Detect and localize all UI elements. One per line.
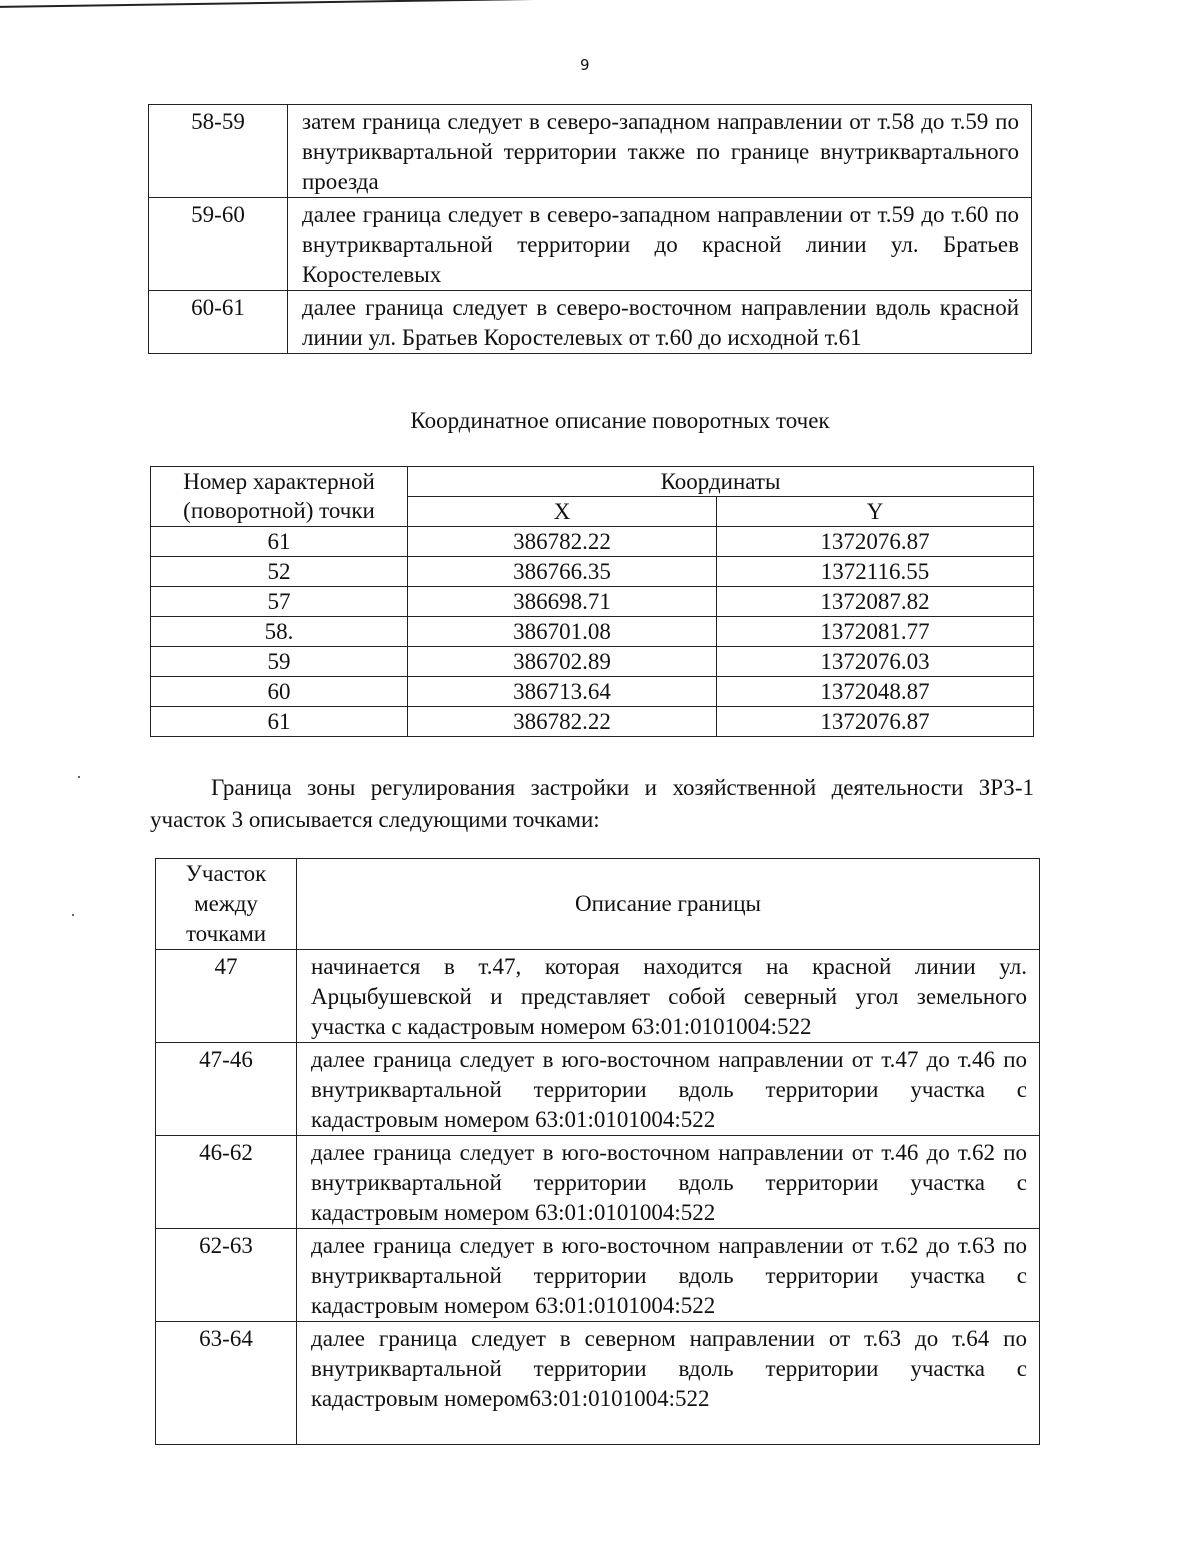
description-cell: далее граница следует в юго-восточном направлении от т.46 до т.62 по внутриквартальной территории вдоль территории участка с кадастровым номером 63:01:0101004:522 (297, 1136, 1040, 1229)
table-row (156, 1136, 1040, 1229)
table-row (149, 291, 1032, 354)
point-cell: 59 (151, 647, 408, 677)
description-cell: далее граница следует в юго-восточном направлении от т.62 до т.63 по внутриквартальной территории вдоль территории участка с кадастровым номером 63:01:0101004:522 (297, 1229, 1040, 1322)
point-cell: 58. (151, 617, 408, 647)
segment-cell: 62-63 (156, 1229, 297, 1322)
table-row (149, 105, 1032, 198)
table-header-row (151, 467, 1034, 497)
segment-cell: 47-46 (156, 1043, 297, 1136)
point-cell: 57 (151, 587, 408, 617)
header-x: X (408, 497, 717, 527)
header-coordinates: Координаты (408, 467, 1034, 497)
description-cell: далее граница следует в юго-восточном направлении от т.47 до т.46 по внутриквартальной территории вдоль территории участка с кадастровым номером 63:01:0101004:522 (297, 1043, 1040, 1136)
table-row (149, 198, 1032, 291)
description-cell: далее граница следует в северо-западном направлении от т.59 до т.60 по внутриквартальной территории до красной линии ул. Братьев Коростелевых (288, 198, 1032, 291)
description-cell: затем граница следует в северо-западном направлении от т.58 до т.59 по внутриквартальной территории также по границе внутриквартального проезда (288, 105, 1032, 198)
table-row (151, 557, 1034, 587)
description-cell: далее граница следует в северном направлении от т.63 до т.64 по внутриквартальной территории вдоль территории участка с кадастровым номером63:01:0101004:522 (297, 1322, 1040, 1445)
table-row (156, 1043, 1040, 1136)
scan-speck (78, 776, 80, 778)
x-cell: 386702.89 (408, 647, 717, 677)
x-cell: 386698.71 (408, 587, 717, 617)
boundary-table-continued (148, 104, 1032, 354)
description-cell: начинается в т.47, которая находится на красной линии ул. Арцыбушевской и представляет собой северный угол земельного участка с кадастровым номером 63:01:0101004:522 (297, 950, 1040, 1043)
table-row (151, 647, 1034, 677)
table-header-row (156, 859, 1040, 950)
y-cell: 1372076.87 (717, 527, 1034, 557)
coordinates-caption: Координатное описание поворотных точек (410, 408, 830, 433)
segment-cell: 60-61 (149, 291, 288, 354)
segment-cell: 58-59 (149, 105, 288, 198)
segment-cell: 63-64 (156, 1322, 297, 1445)
point-cell: 61 (151, 707, 408, 737)
page-number: 9 (580, 56, 590, 74)
y-cell: 1372087.82 (717, 587, 1034, 617)
x-cell: 386782.22 (408, 707, 717, 737)
segment-cell: 47 (156, 950, 297, 1043)
table-row (151, 587, 1034, 617)
point-cell: 60 (151, 677, 408, 707)
y-cell: 1372081.77 (717, 617, 1034, 647)
table-row (156, 950, 1040, 1043)
point-cell: 61 (151, 527, 408, 557)
segment-cell: 59-60 (149, 198, 288, 291)
table-row (151, 617, 1034, 647)
table-row (156, 1229, 1040, 1322)
y-cell: 1372116.55 (717, 557, 1034, 587)
point-cell: 52 (151, 557, 408, 587)
x-cell: 386782.22 (408, 527, 717, 557)
header-description: Описание границы (297, 859, 1040, 950)
segment-cell: 46-62 (156, 1136, 297, 1229)
zone-description-paragraph: Граница зоны регулирования застройки и хозяйственной деятельности ЗРЗ-1 участок 3 описывается следующими точками: (150, 775, 1034, 832)
y-cell: 1372076.87 (717, 707, 1034, 737)
coordinates-table (150, 466, 1034, 737)
table-row (151, 677, 1034, 707)
header-y: Y (717, 497, 1034, 527)
table-row (156, 1322, 1040, 1445)
table-row (151, 707, 1034, 737)
header-point-number: Номер характерной (поворотной) точки (151, 467, 408, 527)
table-row (151, 527, 1034, 557)
y-cell: 1372076.03 (717, 647, 1034, 677)
zone3-boundary-table (155, 858, 1040, 1445)
x-cell: 386713.64 (408, 677, 717, 707)
x-cell: 386766.35 (408, 557, 717, 587)
description-cell: далее граница следует в северо-восточном направлении вдоль красной линии ул. Братьев Коростелевых от т.60 до исходной т.61 (288, 291, 1032, 354)
scan-speck (72, 914, 74, 916)
x-cell: 386701.08 (408, 617, 717, 647)
y-cell: 1372048.87 (717, 677, 1034, 707)
scan-edge-line (0, 0, 665, 14)
header-segment: Участок между точками (156, 859, 297, 950)
